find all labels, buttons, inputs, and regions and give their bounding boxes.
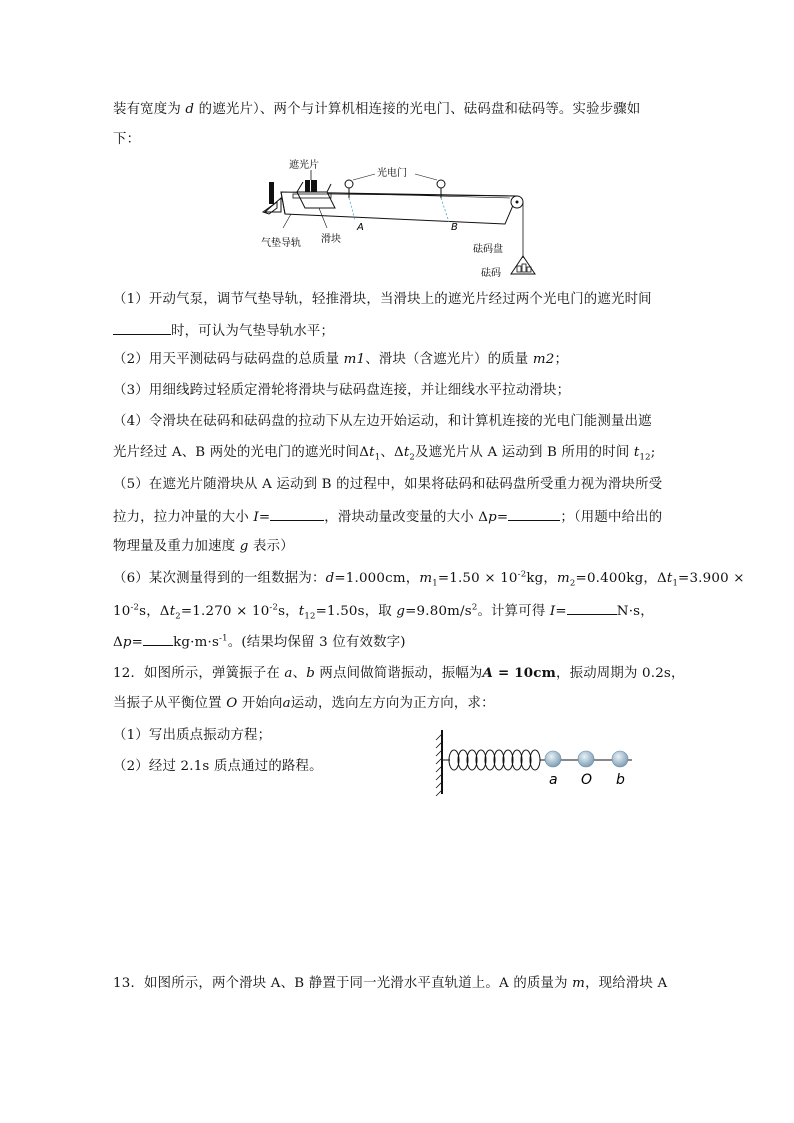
q12-sub-2: （2）经过 2.1s 质点通过的路程。 [113, 759, 323, 774]
answer-blank-1[interactable] [113, 320, 171, 335]
q12-line-2: 当振子从平衡位置 O 开始向a运动，选向左方向为正方向，求： [113, 696, 495, 711]
answer-blank-momentum[interactable] [508, 506, 560, 521]
step-3: （3）用细线跨过轻质定滑轮将滑块与砝码盘连接，并让细线水平拉动滑块； [113, 383, 571, 398]
step-5-line-2: 拉力，拉力冲量的大小 I= ，滑块动量改变量的大小 Δp= ；（用题中给出的 [113, 506, 662, 528]
step-1-line-2: 时，可认为气垫导轨水平； [113, 320, 334, 342]
step-6-line-3: $\Delta p= kg\cdot m\cdot s^{-1}$。(结果均保留 3 位有效数字) [113, 631, 406, 653]
label-photogate: 光电门 [377, 168, 407, 179]
label-b: b [616, 772, 625, 788]
q12-line-1: 12．如图所示，弹簧振子在 a、b 两点间做简谐振动，振幅为A = 10cm，振动周期为 0.2s， [113, 665, 685, 681]
spring-oscillator-figure [432, 728, 642, 798]
label-a: a [549, 772, 558, 788]
label-air-rail: 气垫导轨 [261, 238, 301, 249]
answer-blank-impulse[interactable] [270, 506, 324, 521]
label-slider: 滑块 [321, 234, 341, 245]
q13-line-1: 13．如图所示，两个滑块 A、B 静置于同一光滑水平直轨道上。A 的质量为 m，现给滑块 A [113, 976, 668, 991]
step-4-line-1: （4）令滑块在砝码和砝码盘的拉动下从左边开始运动，和计算机连接的光电门能测量出遮 [113, 414, 652, 429]
ball-a [545, 751, 561, 767]
q12-sub-1: （1）写出质点振动方程； [113, 728, 272, 743]
stopper-post [269, 182, 274, 204]
shutter [305, 180, 310, 192]
spring [442, 750, 540, 770]
weight-pan [511, 256, 535, 274]
ball-o [578, 751, 594, 767]
label-o: O [581, 772, 593, 788]
step-4-line-2: 光片经过 A、B 两处的光电门的遮光时间$\Delta t_1$、$\Delta t_2$及遮光片从 A 运动到 B 所用的时间 $t_{12}$; [113, 445, 656, 463]
step-6-line-1: （6）某次测量得到的一组数据为：d=1.000cm，$m_1=1.50 \times 10^{-2}kg$，$m_2=0.400kg$，$\Delta t_1=3.900$ × [113, 569, 745, 589]
step-2: （2）用天平测砝码与砝码盘的总质量 m1、滑块（含遮光片）的质量 m2； [113, 352, 569, 367]
intro-line-2: 下： [113, 132, 141, 147]
step-5-line-1: （5）在遮光片随滑块从 A 运动到 B 的过程中，如果将砝码和砝码盘所受重力视为滑块所受 [113, 477, 663, 492]
label-point-a: A [357, 222, 364, 233]
step-1-line-1: （1）开动气泵，调节气垫导轨，轻推滑块，当滑块上的遮光片经过两个光电门的遮光时间 [113, 292, 652, 307]
label-weights: 砝码 [481, 268, 501, 279]
answer-blank-impulse-value[interactable] [567, 600, 617, 615]
weights [517, 266, 521, 272]
intro-line-1: 装有宽度为 d 的遮光片）、两个与计算机相连接的光电门、砝码盘和砝码等。实验步骤如 [113, 102, 641, 117]
ball-b [612, 751, 628, 767]
step-6-line-2: $10^{-2}s$，$\Delta t_2=1.270 \times 10^{-2}s$，$t_{12}=1.50s$，取 $g=9.80m/s^2$。计算可得 I= N·s， [113, 600, 654, 622]
photogate-b [437, 180, 445, 188]
label-weight-pan: 砝码盘 [473, 244, 503, 255]
label-shutter: 遮光片 [289, 160, 319, 171]
label-point-b: B [451, 222, 458, 233]
photogate-a [345, 180, 353, 188]
step-5-line-3: 物理量及重力加速度 g 表示） [113, 539, 294, 554]
air-track-figure [255, 150, 545, 280]
answer-blank-momentum-value[interactable] [143, 631, 173, 646]
